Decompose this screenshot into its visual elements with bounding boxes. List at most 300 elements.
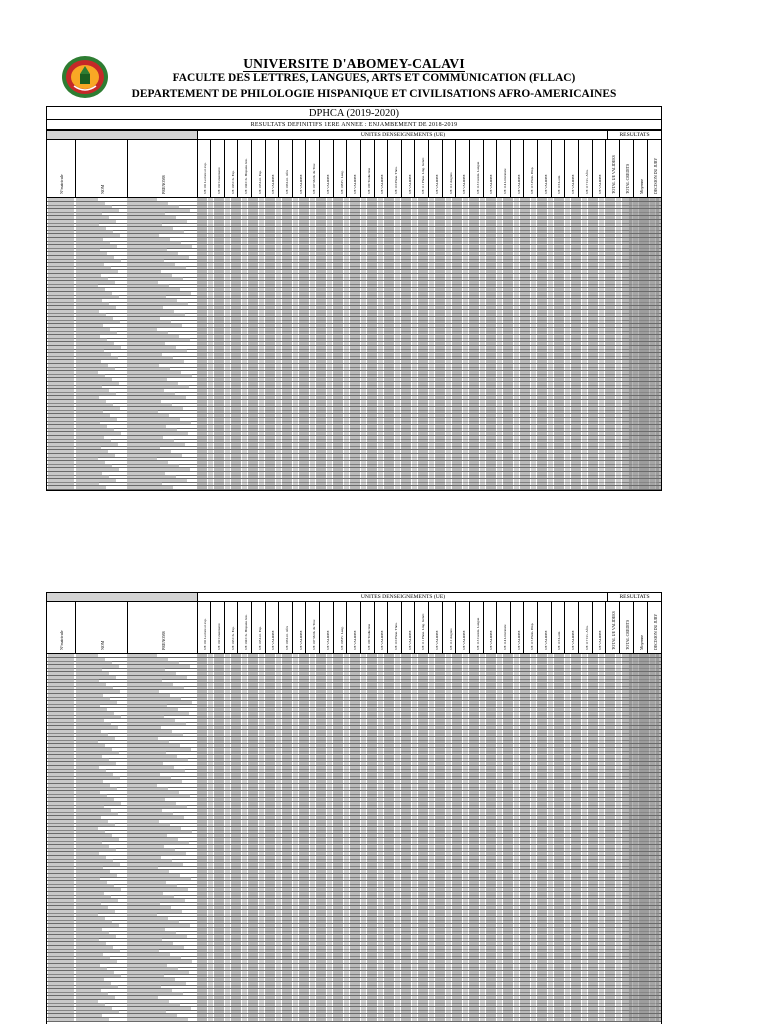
table-cell-pr xyxy=(127,661,179,664)
table-cell-nm xyxy=(76,881,107,884)
table-cell-nm xyxy=(76,367,115,370)
table-cell-pr xyxy=(127,701,192,704)
table-cell-vals xyxy=(197,848,661,851)
table-cell-pr xyxy=(127,838,178,841)
column-header-label: UE 101 Lecture et exp. xyxy=(203,162,208,194)
table-cell-vals xyxy=(197,284,661,287)
table-cell-nm xyxy=(76,1010,119,1013)
table-cell-pr xyxy=(127,371,181,374)
table-cell-pr xyxy=(127,902,160,905)
table-cell-pr xyxy=(127,884,177,887)
table-cell-pr xyxy=(127,356,173,359)
table-cell-mat xyxy=(48,658,74,661)
table-cell-dec xyxy=(629,432,659,435)
table-cell-pr xyxy=(127,697,181,700)
table-cell-vals xyxy=(197,931,661,934)
table-cell-pr xyxy=(127,733,183,736)
table-cell-mat xyxy=(48,928,74,931)
table-cell-pr xyxy=(127,798,165,801)
table-cell-nm xyxy=(76,870,110,873)
table-cell-nm xyxy=(76,992,108,995)
column-header xyxy=(483,601,498,653)
table-cell-dec xyxy=(629,356,659,359)
column-header-label: UE VALIDEE xyxy=(462,630,467,650)
table-cell-nm xyxy=(76,1000,98,1003)
table-cell-vals xyxy=(197,367,661,370)
table-cell-dec xyxy=(629,353,659,356)
column-header-label: UE 106 Litt. Afro xyxy=(285,169,290,194)
table-cell-vals xyxy=(197,248,661,251)
table-cell-pr xyxy=(127,313,185,316)
column-header-label: TOTAL CREDITS xyxy=(625,163,631,194)
column-header xyxy=(523,139,538,197)
table-cell-pr xyxy=(127,212,165,215)
table-cell-dec xyxy=(629,712,659,715)
table-cell-dec xyxy=(629,884,659,887)
table-cell-vals xyxy=(197,686,661,689)
table-cell-dec xyxy=(629,198,659,201)
column-header-label: UE 111 Phon. Ling. Génér. xyxy=(421,613,426,650)
table-cell-vals xyxy=(197,446,661,449)
table-cell-mat xyxy=(48,974,74,977)
table-cell-mat xyxy=(48,234,74,237)
table-cell-vals xyxy=(197,425,661,428)
table-cell-dec xyxy=(629,697,659,700)
table-cell-nm xyxy=(76,259,121,262)
table-cell-dec xyxy=(629,486,659,489)
table-cell-dec xyxy=(629,274,659,277)
table-cell-mat xyxy=(48,884,74,887)
table-cell-nm xyxy=(76,982,111,985)
table-cell-dec xyxy=(629,931,659,934)
table-cell-mat xyxy=(48,428,74,431)
table-cell-mat xyxy=(48,464,74,467)
table-cell-nm xyxy=(76,722,111,725)
table-cell-pr xyxy=(127,421,191,424)
table-cell-nm xyxy=(76,353,111,356)
table-cell-mat xyxy=(48,877,74,880)
table-cell-vals xyxy=(197,234,661,237)
table-cell-nm xyxy=(76,751,119,754)
table-cell-mat xyxy=(48,917,74,920)
table-cell-pr xyxy=(127,856,161,859)
table-cell-pr xyxy=(127,956,181,959)
table-cell-vals xyxy=(197,320,661,323)
table-cell-pr xyxy=(127,364,159,367)
column-header-label: NOM xyxy=(99,184,105,194)
table-cell-pr xyxy=(127,205,179,208)
table-cell-vals xyxy=(197,715,661,718)
table-cell-vals xyxy=(197,708,661,711)
table-cell-vals xyxy=(197,252,661,255)
table-cell-dec xyxy=(629,349,659,352)
table-cell-mat xyxy=(48,787,74,790)
table-cell-dec xyxy=(629,881,659,884)
table-cell-mat xyxy=(48,683,74,686)
table-cell-dec xyxy=(629,374,659,377)
table-cell-dec xyxy=(629,985,659,988)
table-cell-pr xyxy=(127,985,161,988)
table-cell-pr xyxy=(127,866,158,869)
table-cell-vals xyxy=(197,856,661,859)
table-cell-pr xyxy=(127,439,174,442)
column-header xyxy=(578,139,593,197)
column-header-label: UE VALIDEE xyxy=(598,174,603,194)
table-cell-vals xyxy=(197,324,661,327)
table-cell-mat xyxy=(48,748,74,751)
table-cell-pr xyxy=(127,259,164,262)
table-cell-mat xyxy=(48,378,74,381)
table-cell-nm xyxy=(76,942,106,945)
table-cell-pr xyxy=(127,769,185,772)
table-cell-vals xyxy=(197,338,661,341)
table-cell-mat xyxy=(48,996,74,999)
column-header xyxy=(455,601,470,653)
table-cell-vals xyxy=(197,227,661,230)
table-column-headers xyxy=(47,601,661,654)
table-cell-nm xyxy=(76,938,99,941)
table-cell-mat xyxy=(48,841,74,844)
table-cell-nm xyxy=(76,956,110,959)
table-cell-nm xyxy=(76,859,113,862)
table-cell-nm xyxy=(76,216,109,219)
table-cell-mat xyxy=(48,266,74,269)
table-cell-dec xyxy=(629,256,659,259)
table-cell-vals xyxy=(197,335,661,338)
table-cell-vals xyxy=(197,464,661,467)
table-cell-dec xyxy=(629,403,659,406)
table-cell-mat xyxy=(48,356,74,359)
table-cell-mat xyxy=(48,313,74,316)
column-header xyxy=(414,139,429,197)
table-cell-nm xyxy=(76,414,110,417)
column-header xyxy=(224,139,239,197)
table-cell-nm xyxy=(76,306,116,309)
table-cell-dec xyxy=(629,277,659,280)
table-cell-nm xyxy=(76,719,104,722)
table-cell-nm xyxy=(76,877,100,880)
table-cell-dec xyxy=(629,418,659,421)
table-cell-pr xyxy=(127,978,175,981)
table-cell-mat xyxy=(48,284,74,287)
column-header xyxy=(592,139,607,197)
table-cell-mat xyxy=(48,751,74,754)
column-header xyxy=(605,601,620,653)
column-header xyxy=(319,601,334,653)
table-cell-nm xyxy=(76,392,116,395)
table-cell-vals xyxy=(197,694,661,697)
table-cell-vals xyxy=(197,852,661,855)
table-cell-pr xyxy=(127,428,177,431)
table-cell-mat xyxy=(48,978,74,981)
table-cell-nm xyxy=(76,740,98,743)
table-cell-pr xyxy=(127,816,184,819)
table-cell-pr xyxy=(127,216,176,219)
table-cell-pr xyxy=(127,859,172,862)
table-cell-nm xyxy=(76,274,101,277)
table-cell-dec xyxy=(629,974,659,977)
table-cell-vals xyxy=(197,443,661,446)
table-cell-pr xyxy=(127,773,160,776)
table-cell-dec xyxy=(629,964,659,967)
table-cell-vals xyxy=(197,256,661,259)
table-cell-mat xyxy=(48,425,74,428)
table-cell-vals xyxy=(197,428,661,431)
table-cell-mat xyxy=(48,902,74,905)
table-cell-vals xyxy=(197,374,661,377)
column-header-label: UE VALIDEE xyxy=(407,174,412,194)
table-cell-pr xyxy=(127,396,186,399)
table-cell-vals xyxy=(197,683,661,686)
column-header-label: UE 103 Civ. Esp. xyxy=(230,626,235,650)
table-cell-mat xyxy=(48,299,74,302)
table-cell-vals xyxy=(197,389,661,392)
column-header-label: UE 117 Civ. Afro. xyxy=(584,625,589,650)
column-header xyxy=(75,601,128,653)
table-cell-nm xyxy=(76,985,118,988)
table-cell-pr xyxy=(127,227,173,230)
table-cell-dec xyxy=(629,382,659,385)
table-cell-vals xyxy=(197,841,661,844)
table-cell-dec xyxy=(629,450,659,453)
table-cell-dec xyxy=(629,464,659,467)
table-cell-vals xyxy=(197,704,661,707)
table-cell-vals xyxy=(197,672,661,675)
table-cell-vals xyxy=(197,989,661,992)
table-cell-mat xyxy=(48,913,74,916)
table-cell-dec xyxy=(629,328,659,331)
table-cell-nm xyxy=(76,281,115,284)
table-cell-vals xyxy=(197,787,661,790)
table-cell-mat xyxy=(48,382,74,385)
column-header xyxy=(360,601,375,653)
table-cell-mat xyxy=(48,320,74,323)
table-cell-pr xyxy=(127,654,157,657)
table-cell-dec xyxy=(629,364,659,367)
column-header-label: UE VALIDEE xyxy=(353,174,358,194)
column-header-label: UE 110 Phon. Théo. xyxy=(394,622,399,650)
table-cell-dec xyxy=(629,866,659,869)
column-header-label: UE 108 Fr. Lang. xyxy=(339,170,344,194)
column-header xyxy=(210,139,225,197)
table-cell-pr xyxy=(127,482,162,485)
column-header xyxy=(265,601,280,653)
table-cell-dec xyxy=(629,935,659,938)
table-cell-pr xyxy=(127,784,157,787)
table-cell-vals xyxy=(197,755,661,758)
table-cell-pr xyxy=(127,400,161,403)
table-cell-vals xyxy=(197,310,661,313)
column-header-label: N°matricule xyxy=(58,174,64,194)
table-cell-pr xyxy=(127,690,159,693)
table-cell-pr xyxy=(127,324,182,327)
ue-group-label: UNITES DENSEIGNEMENTS (UE) xyxy=(197,593,608,601)
table-cell-pr xyxy=(127,382,178,385)
table-cell-pr xyxy=(127,917,168,920)
table-cell-nm xyxy=(76,974,121,977)
table-cell-dec xyxy=(629,665,659,668)
table-cell-mat xyxy=(48,367,74,370)
table-cell-vals xyxy=(197,798,661,801)
table-cell-pr xyxy=(127,920,179,923)
column-header xyxy=(496,139,511,197)
table-cell-mat xyxy=(48,895,74,898)
table-cell-dec xyxy=(629,776,659,779)
table-cell-vals xyxy=(197,924,661,927)
table-cell-dec xyxy=(629,737,659,740)
table-cell-vals xyxy=(197,486,661,489)
table-cell-mat xyxy=(48,794,74,797)
table-cell-vals xyxy=(197,302,661,305)
table-cell-nm xyxy=(76,989,101,992)
column-header-label: UE 113 Comm. Langue xyxy=(475,617,480,650)
table-cell-nm xyxy=(76,302,109,305)
column-header-label: UE 115 Philo. Hisp. xyxy=(530,166,535,194)
table-cell-pr xyxy=(127,248,167,251)
table-cell-dec xyxy=(629,661,659,664)
column-header xyxy=(496,601,511,653)
table-cell-mat xyxy=(48,212,74,215)
results-table-page-1 xyxy=(46,130,662,491)
table-cell-mat xyxy=(48,845,74,848)
table-cell-vals xyxy=(197,928,661,931)
table-cell-pr xyxy=(127,284,169,287)
table-cell-nm xyxy=(76,374,105,377)
table-cell-pr xyxy=(127,252,178,255)
table-cell-pr xyxy=(127,256,189,259)
table-cell-vals xyxy=(197,356,661,359)
table-cell-pr xyxy=(127,830,192,833)
table-column-headers xyxy=(47,139,661,198)
table-cell-mat xyxy=(48,820,74,823)
table-cell-mat xyxy=(48,870,74,873)
table-cell-mat xyxy=(48,960,74,963)
table-cell-vals xyxy=(197,658,661,661)
table-cell-dec xyxy=(629,805,659,808)
table-cell-mat xyxy=(48,346,74,349)
table-cell-nm xyxy=(76,320,120,323)
table-cell-dec xyxy=(629,784,659,787)
table-cell-pr xyxy=(127,245,192,248)
table-cell-pr xyxy=(127,751,166,754)
table-cell-dec xyxy=(629,371,659,374)
table-cell-pr xyxy=(127,740,169,743)
table-cell-mat xyxy=(48,245,74,248)
table-cell-vals xyxy=(197,241,661,244)
column-header xyxy=(551,139,566,197)
table-cell-vals xyxy=(197,342,661,345)
table-cell-dec xyxy=(629,234,659,237)
table-cell-pr xyxy=(127,758,188,761)
table-cell-vals xyxy=(197,679,661,682)
table-cell-dec xyxy=(629,967,659,970)
column-header xyxy=(387,601,402,653)
table-cell-dec xyxy=(629,694,659,697)
column-header xyxy=(278,601,293,653)
table-cell-mat xyxy=(48,712,74,715)
table-cell-dec xyxy=(629,841,659,844)
column-header-label: UE 116 Latin xyxy=(557,175,562,194)
table-cell-mat xyxy=(48,209,74,212)
column-header-label: UE 103 Civ. Esp. xyxy=(230,170,235,194)
table-cell-dec xyxy=(629,676,659,679)
table-cell-nm xyxy=(76,704,100,707)
table-cell-nm xyxy=(76,967,107,970)
table-cell-dec xyxy=(629,733,659,736)
table-cell-pr xyxy=(127,946,184,949)
column-header xyxy=(633,139,648,197)
table-cell-mat xyxy=(48,935,74,938)
table-cell-mat xyxy=(48,730,74,733)
table-cell-mat xyxy=(48,852,74,855)
table-cell-vals xyxy=(197,870,661,873)
table-cell-mat xyxy=(48,899,74,902)
table-cell-pr xyxy=(127,202,168,205)
table-cell-pr xyxy=(127,755,177,758)
table-cell-dec xyxy=(629,212,659,215)
table-cell-vals xyxy=(197,450,661,453)
table-cell-dec xyxy=(629,436,659,439)
table-cell-vals xyxy=(197,690,661,693)
table-cell-pr xyxy=(127,820,159,823)
table-cell-nm xyxy=(76,816,101,819)
table-cell-nm xyxy=(76,407,120,410)
table-cell-dec xyxy=(629,259,659,262)
table-cell-mat xyxy=(48,198,74,201)
table-cell-vals xyxy=(197,881,661,884)
table-cell-vals xyxy=(197,740,661,743)
table-cell-dec xyxy=(629,216,659,219)
table-cell-nm xyxy=(76,310,99,313)
table-cell-pr xyxy=(127,877,191,880)
table-cell-vals xyxy=(197,794,661,797)
table-cell-mat xyxy=(48,892,74,895)
table-cell-mat xyxy=(48,654,74,657)
table-cell-mat xyxy=(48,665,74,668)
table-cell-vals xyxy=(197,906,661,909)
table-cell-vals xyxy=(197,414,661,417)
table-cell-pr xyxy=(127,198,157,201)
table-cell-nm xyxy=(76,202,105,205)
table-cell-mat xyxy=(48,982,74,985)
table-cell-nm xyxy=(76,227,106,230)
table-cell-pr xyxy=(127,410,158,413)
table-cell-dec xyxy=(629,479,659,482)
table-cell-nm xyxy=(76,686,113,689)
table-cell-vals xyxy=(197,877,661,880)
table-cell-pr xyxy=(127,385,189,388)
column-header xyxy=(127,139,198,197)
table-cell-pr xyxy=(127,672,176,675)
column-header-label: UE 116 Latin xyxy=(557,631,562,650)
table-cell-pr xyxy=(127,360,184,363)
table-cell-dec xyxy=(629,385,659,388)
table-cell-dec xyxy=(629,306,659,309)
table-cell-pr xyxy=(127,403,172,406)
table-cell-pr xyxy=(127,418,180,421)
table-cell-vals xyxy=(197,209,661,212)
table-cell-dec xyxy=(629,220,659,223)
column-header xyxy=(224,601,239,653)
table-cell-mat xyxy=(48,953,74,956)
table-cell-mat xyxy=(48,461,74,464)
table-cell-nm xyxy=(76,935,116,938)
table-cell-dec xyxy=(629,439,659,442)
table-cell-dec xyxy=(629,335,659,338)
table-cell-pr xyxy=(127,346,176,349)
table-cell-vals xyxy=(197,888,661,891)
column-header-label: UE VALIDEE xyxy=(298,630,303,650)
